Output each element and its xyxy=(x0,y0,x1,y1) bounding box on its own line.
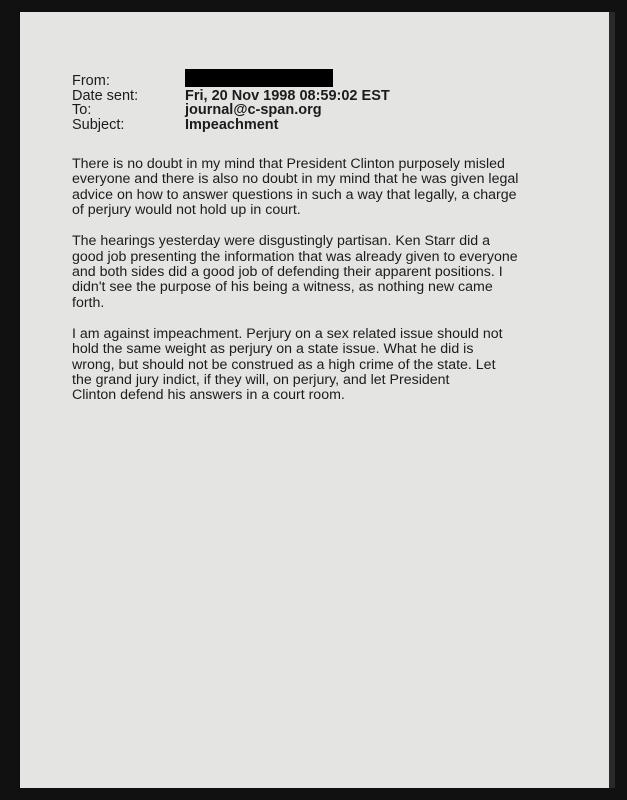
to-row xyxy=(72,103,552,118)
body-line: everyone and there is also no doubt in my mind that he was given legal xyxy=(72,171,519,188)
body-line: The hearings yesterday were disgustingly partisan. Ken Starr did a xyxy=(72,233,490,250)
body-line: didn't see the purpose of his being a witness, as nothing new came xyxy=(72,279,493,296)
page-edge-shadow xyxy=(609,12,615,788)
date-label: Date sent: xyxy=(72,87,139,104)
subject-row xyxy=(72,118,552,133)
body-line: of perjury would not hold up in court. xyxy=(72,202,301,219)
to-value: journal@c-span.org xyxy=(185,102,322,118)
from-label: From: xyxy=(72,73,110,89)
email-header xyxy=(72,74,552,132)
body-paragraph-3 xyxy=(72,327,552,404)
body-line: advice on how to answer questions in such a way that legally, a charge xyxy=(72,186,517,203)
body-line: There is no doubt in my mind that President Clinton purposely misled xyxy=(72,156,505,172)
date-value: Fri, 20 Nov 1998 08:59:02 EST xyxy=(185,87,390,104)
body-line: forth. xyxy=(72,294,105,311)
subject-label: Subject: xyxy=(72,116,125,133)
body-line: wrong, but should not be construed as a high crime of the state. Let xyxy=(72,356,496,373)
email-body xyxy=(72,157,552,419)
body-line: and both sides did a good job of defending their apparent positions. I xyxy=(72,264,503,281)
body-paragraph-2 xyxy=(72,234,552,311)
body-line: the grand jury indict, if they will, on perjury, and let President xyxy=(72,372,450,389)
to-label: To: xyxy=(72,102,92,118)
body-line: hold the same weight as perjury on a state issue. What he did is xyxy=(72,341,474,358)
subject-value: Impeachment xyxy=(185,116,279,133)
body-line: Clinton defend his answers in a court room. xyxy=(72,387,345,404)
date-row xyxy=(72,89,552,104)
redaction-bar xyxy=(185,69,333,87)
from-row xyxy=(72,74,552,89)
body-line: I am against impeachment. Perjury on a sex related issue should not xyxy=(72,325,503,342)
body-paragraph-1 xyxy=(72,157,552,219)
body-line: good job presenting the information that was already given to everyone xyxy=(72,248,518,265)
